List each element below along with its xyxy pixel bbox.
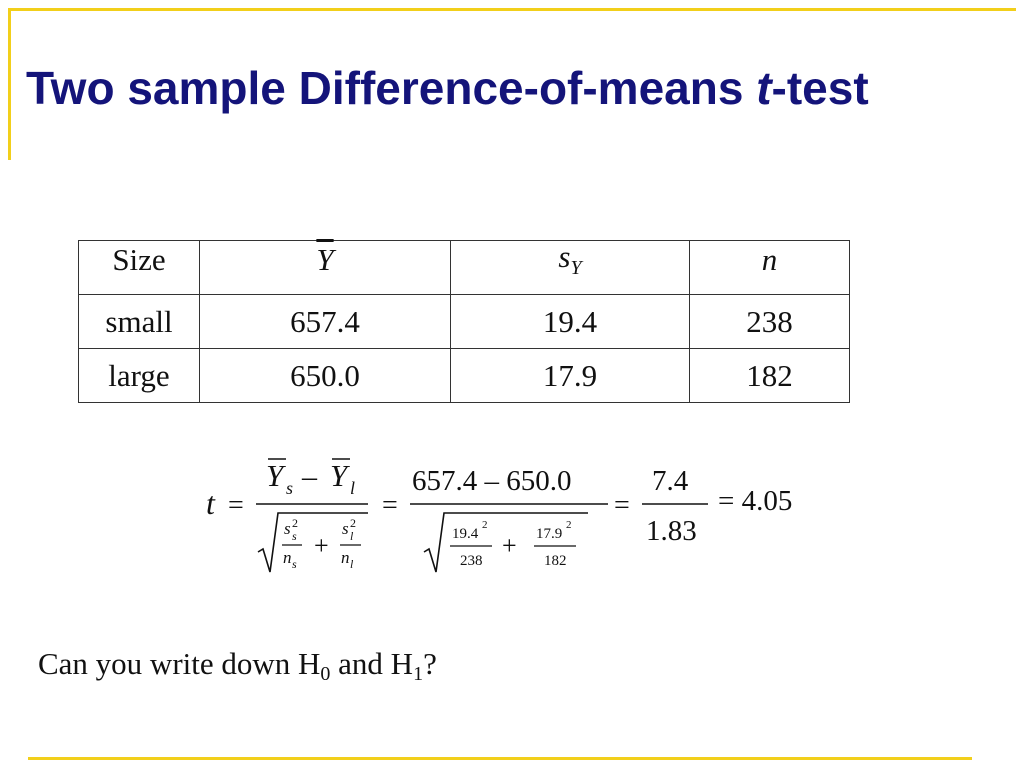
formula-minus: – (302, 460, 317, 493)
table-row (79, 349, 850, 403)
den-nl: n (341, 548, 350, 567)
cell-size: small (79, 295, 200, 349)
den-nl-sub: l (350, 557, 354, 571)
formula-t: t (206, 485, 215, 521)
den-s: s (284, 519, 291, 538)
header-mean: $\overline{Y}$ (200, 241, 451, 295)
header-n: n (690, 241, 850, 295)
den-ns: n (283, 548, 292, 567)
header-sd: $s_Y$ (451, 241, 690, 295)
mid-plus: + (502, 531, 517, 560)
mid-a-sup: 2 (482, 519, 488, 531)
cell-n: 182 (690, 349, 850, 403)
den-s-sub: s (292, 529, 297, 543)
cell-n: 238 (690, 295, 850, 349)
mid-b-sup: 2 (566, 519, 572, 531)
left-accent-rule (8, 8, 11, 160)
cell-mean: 657.4 (200, 295, 451, 349)
formula-equals-2: = (382, 490, 398, 521)
slide-title (26, 58, 869, 118)
den-l: s (342, 519, 349, 538)
den-s-sup: 2 (292, 516, 298, 530)
header-size: Size (79, 241, 200, 295)
cell-mean: 650.0 (200, 349, 451, 403)
title-t-italic: t (756, 62, 772, 114)
formula-equals-3: = (614, 490, 630, 521)
den-plus: + (314, 531, 329, 560)
cell-sd: 17.9 (451, 349, 690, 403)
cell-sd: 19.4 (451, 295, 690, 349)
den-ns-sub: s (292, 557, 297, 571)
frac3-numerator: 7.4 (652, 465, 689, 497)
summary-stats-table (78, 240, 850, 403)
frac3-denominator: 1.83 (646, 515, 697, 547)
title-main: Two sample Difference-of-means (26, 62, 757, 114)
mid-a: 19.4 (452, 526, 479, 542)
formula-result: = 4.05 (718, 485, 793, 517)
den-l-sub: l (350, 529, 354, 543)
formula-ybar-l: Y (330, 458, 348, 493)
title-tail: -test (771, 62, 869, 114)
t-statistic-formula (198, 448, 818, 588)
formula-equals-1: = (228, 490, 244, 521)
formula-mid-numerator: 657.4 – 650.0 (412, 465, 572, 497)
formula-ybar-s: Y (266, 458, 284, 493)
question-text: Can you write down $H_0$ and $H_1$? (38, 646, 437, 685)
table-row (79, 295, 850, 349)
formula-sub-s: s (286, 478, 294, 498)
top-accent-rule (8, 8, 1016, 11)
mid-b: 17.9 (536, 526, 563, 542)
mid-b-den: 182 (544, 553, 567, 569)
cell-size: large (79, 349, 200, 403)
table-header-row (79, 241, 850, 295)
mid-a-den: 238 (460, 553, 483, 569)
formula-sub-l: l (350, 478, 356, 498)
bottom-accent-rule (28, 757, 972, 760)
den-l-sup: 2 (350, 516, 356, 530)
